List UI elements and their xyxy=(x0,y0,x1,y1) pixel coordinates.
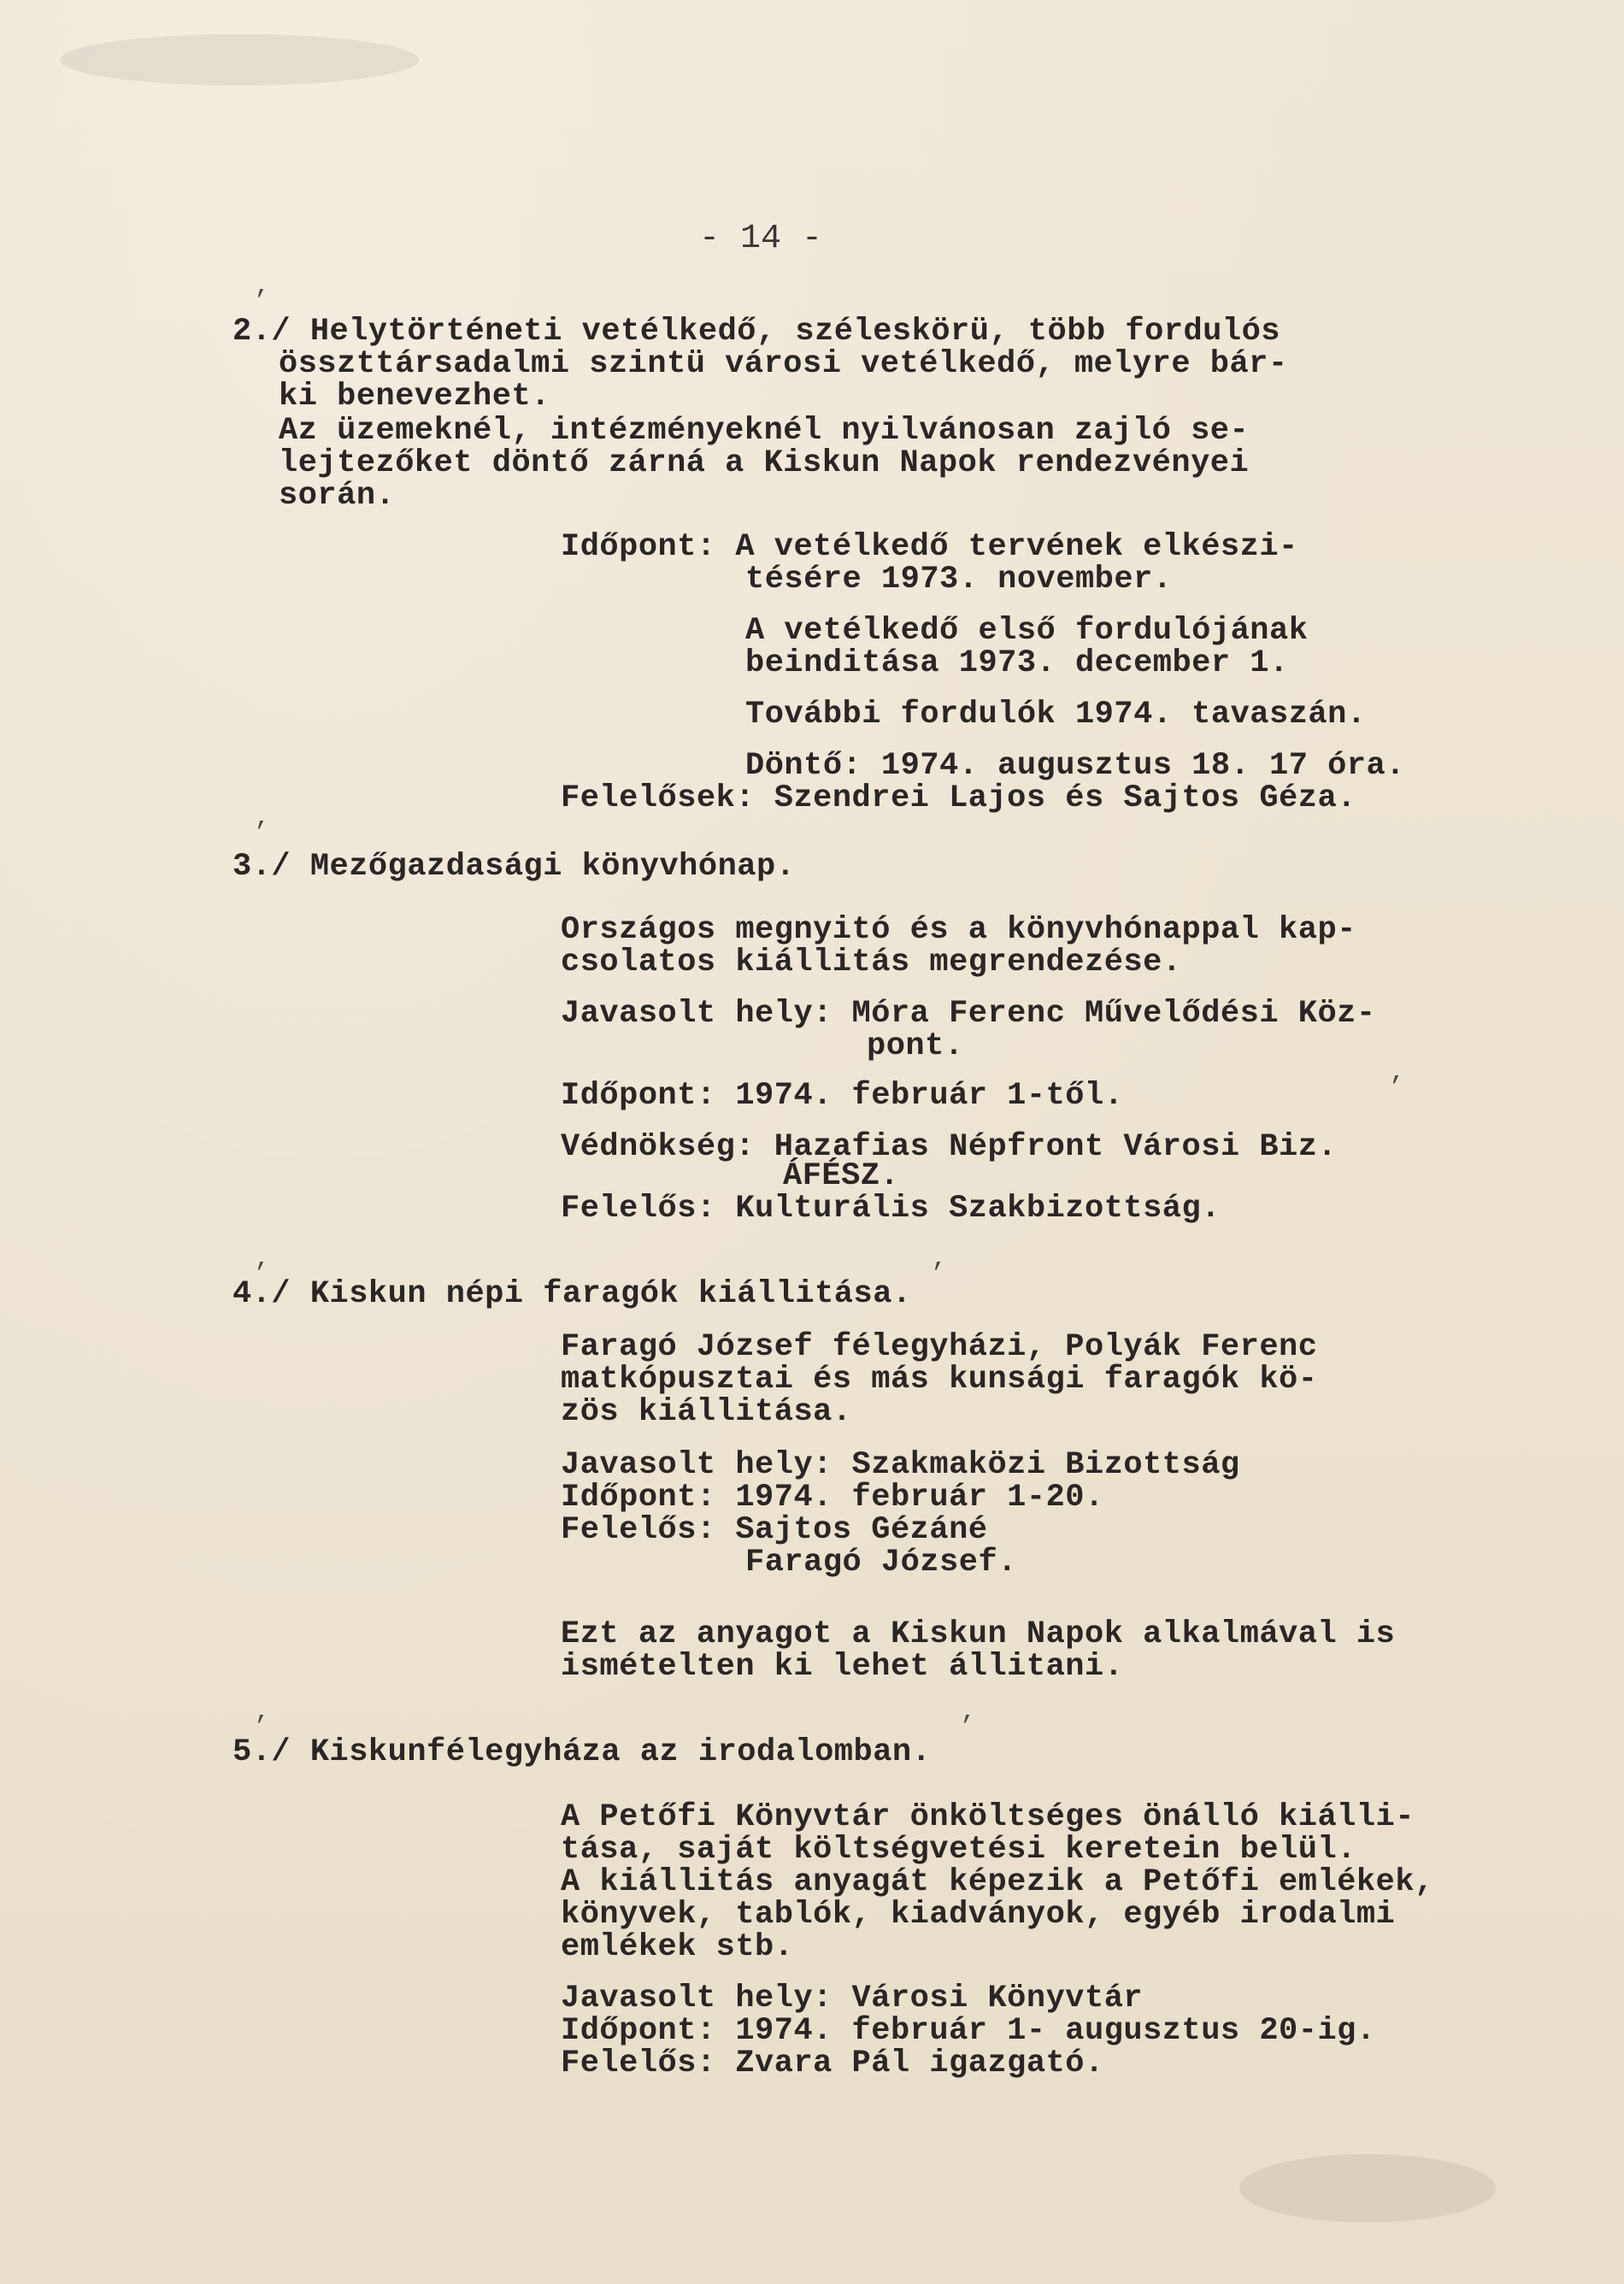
section2-line2: összttársadalmi szintü városi vetélkedő, melyre bár- xyxy=(279,346,1288,382)
section5-desc3: A kiállitás anyagát képezik a Petőfi emlékek, xyxy=(561,1864,1434,1900)
stray-mark: , xyxy=(255,1245,271,1274)
section5-idopont: Időpont: 1974. február 1- augusztus 20-ig. xyxy=(561,2013,1376,2049)
section2-line3: ki benevezhet. xyxy=(279,379,550,415)
section3-desc2: csolatos kiállitás megrendezése. xyxy=(561,945,1182,980)
section4-note1: Ezt az anyagot a Kiskun Napok alkalmával is xyxy=(561,1616,1396,1652)
section2-line4: Az üzemeknél, intézményeknél nyilvánosan zajló se- xyxy=(279,413,1250,449)
section5-hely: Javasolt hely: Városi Könyvtár xyxy=(561,1981,1144,2016)
section2-line5: lejtezőket döntő zárná a Kiskun Napok rendezvényei xyxy=(279,445,1250,481)
section3-felelos: Felelős: Kulturális Szakbizottság. xyxy=(561,1191,1221,1227)
section2-idopont-2a: A vetélkedő első fordulójának xyxy=(745,613,1309,649)
section3-heading: 3./ Mezőgazdasági könyvhónap. xyxy=(232,849,796,885)
section4-note2: ismételten ki lehet állitani. xyxy=(561,1649,1124,1685)
section3-hely1: Javasolt hely: Móra Ferenc Művelődési Köz- xyxy=(561,996,1376,1032)
section2-idopont-4: Döntő: 1974. augusztus 18. 17 óra. xyxy=(745,748,1405,784)
section3-vednokseg1: Védnökség: Hazafias Népfront Városi Biz. xyxy=(561,1129,1338,1165)
section4-heading: 4./ Kiskun népi faragók kiállitása. xyxy=(232,1276,912,1312)
section2-idopont-2b: beinditása 1973. december 1. xyxy=(745,645,1289,681)
paper-stain xyxy=(60,34,419,85)
section5-desc5: emlékek stb. xyxy=(561,1929,794,1965)
stray-mark: , xyxy=(1390,1058,1406,1087)
stray-mark: , xyxy=(932,1245,948,1274)
section5-desc2: tása, saját költségvetési keretein belül. xyxy=(561,1832,1356,1868)
section2-idopont-3: További fordulók 1974. tavaszán. xyxy=(745,697,1367,733)
section2-line6: során. xyxy=(279,478,396,514)
section2-idopont-1a: Időpont: A vetélkedő tervének elkészi- xyxy=(561,529,1298,565)
section2-line1: 2./ Helytörténeti vetélkedő, széleskörü, több fordulós xyxy=(232,314,1280,350)
page-number: - 14 - xyxy=(699,220,823,258)
section5-desc1: A Petőfi Könyvtár önköltséges önálló kiálli- xyxy=(561,1799,1415,1835)
section3-desc1: Országos megnyitó és a könyvhónappal kap- xyxy=(561,912,1356,948)
section5-desc4: könyvek, tablók, kiadványok, egyéb irodalmi xyxy=(561,1897,1396,1933)
section3-vednokseg2: ÁFÉSZ. xyxy=(783,1158,900,1194)
stray-mark: , xyxy=(961,1698,977,1727)
stray-mark: , xyxy=(255,804,271,833)
section2-idopont-1b: tésére 1973. november. xyxy=(745,562,1173,597)
section3-hely2: pont. xyxy=(867,1028,964,1064)
section4-hely: Javasolt hely: Szakmaközi Bizottság xyxy=(561,1447,1240,1483)
stray-mark: , xyxy=(255,272,271,301)
section4-felelos1: Felelős: Sajtos Gézáné xyxy=(561,1512,988,1548)
section3-idopont: Időpont: 1974. február 1-től. xyxy=(561,1078,1124,1114)
paper-stain xyxy=(1239,2154,1496,2222)
stray-mark: , xyxy=(255,1698,271,1727)
section4-desc2: matkópusztai és más kunsági faragók kö- xyxy=(561,1362,1318,1398)
section4-desc3: zös kiállitása. xyxy=(561,1394,852,1430)
section5-heading: 5./ Kiskunfélegyháza az irodalomban. xyxy=(232,1734,932,1770)
section4-felelos2: Faragó József. xyxy=(745,1545,1017,1581)
section2-felelosok: Felelősek: Szendrei Lajos és Sajtos Géza. xyxy=(561,780,1356,816)
section4-idopont: Időpont: 1974. február 1-20. xyxy=(561,1480,1104,1516)
section4-desc1: Faragó József félegyházi, Polyák Ferenc xyxy=(561,1329,1318,1365)
section5-felelos: Felelős: Zvara Pál igazgató. xyxy=(561,2046,1104,2081)
